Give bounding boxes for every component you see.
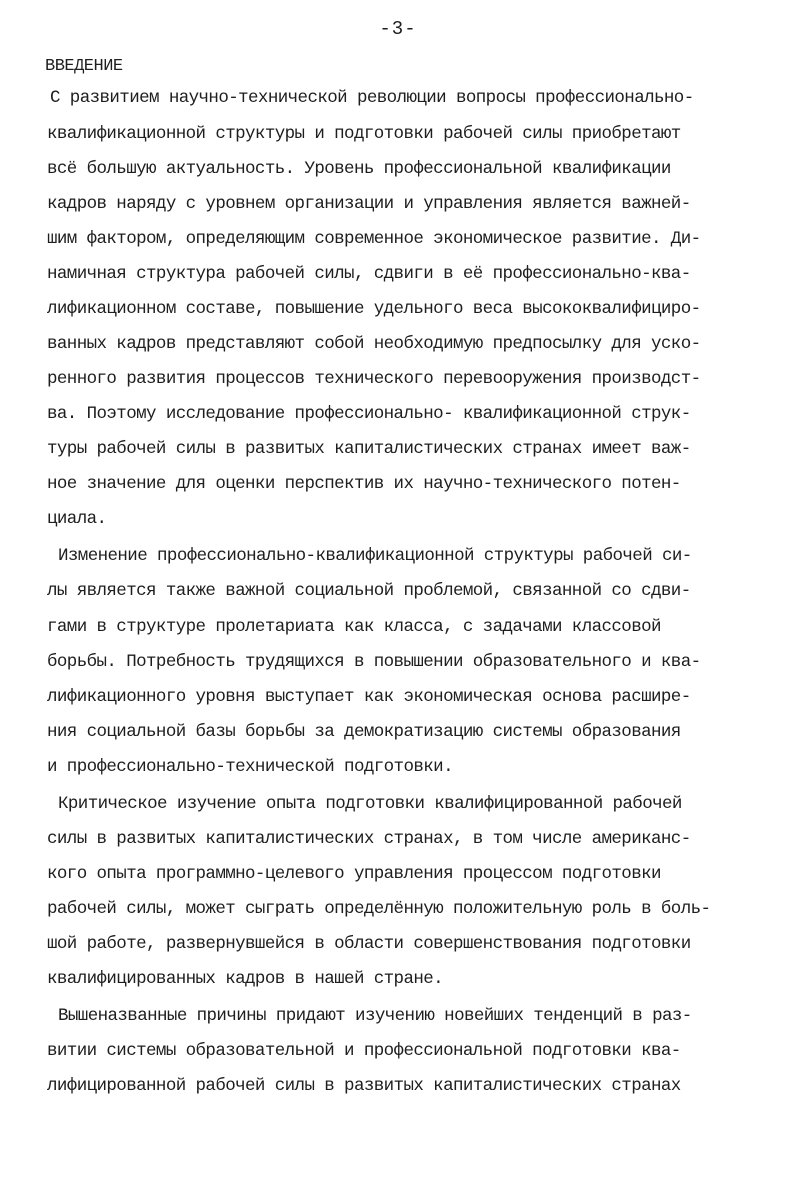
text-line: лы является также важной социальной проблемой, связанной со сдви- (47, 581, 691, 601)
text-line: лифицированной рабочей силы в развитых капиталистических странах (47, 1076, 681, 1096)
text-line: ванных кадров представляют собой необходимую предпосылку для уско- (47, 334, 701, 354)
text-line: туры рабочей силы в развитых капиталистических странах имеет важ- (47, 439, 691, 459)
text-line: Вышеназванные причины придают изучению новейших тенденций в раз- (58, 1006, 692, 1026)
text-line: рабочей силы, может сыграть определённую положительную роль в боль- (47, 899, 711, 919)
text-line: лификационном составе, повышение удельного веса высококвалифициро- (47, 299, 701, 319)
section-heading: ВВЕДЕНИЕ (45, 57, 123, 76)
text-line: ренного развития процессов технического перевооружения производст- (47, 369, 701, 389)
text-line: квалифицированных кадров в нашей стране. (47, 969, 444, 989)
text-line: ва. Поэтому исследование профессионально- квалификационной струк- (47, 404, 691, 424)
text-line: гами в структуре пролетариата как класса, с задачами классовой (47, 617, 661, 637)
text-line: намичная структура рабочей силы, сдвиги в её профессионально-ква- (47, 264, 691, 284)
text-line: шой работе, развернувшейся в области совершенствования подготовки (47, 934, 691, 954)
text-line: кого опыта программно-целевого управления процессом подготовки (47, 864, 661, 884)
text-line: и профессионально-технической подготовки. (47, 757, 453, 777)
text-line: ния социальной базы борьбы за демократизацию системы образования (47, 722, 681, 742)
text-line: Критическое изучение опыта подготовки квалифицированной рабочей (58, 794, 682, 814)
text-line: квалификационной структуры и подготовки рабочей силы приобретают (47, 124, 681, 144)
text-line: кадров наряду с уровнем организации и управления является важней- (47, 194, 691, 214)
text-line: силы в развитых капиталистических странах, в том числе американс- (47, 829, 691, 849)
text-line: витии системы образовательной и профессиональной подготовки ква- (47, 1041, 681, 1061)
text-line: шим фактором, определяющим современное экономическое развитие. Ди- (47, 229, 701, 249)
text-line: циала. (47, 509, 107, 529)
text-line: лификационного уровня выступает как экономическая основа расшире- (47, 687, 691, 707)
text-line: борьбы. Потребность трудящихся в повышении образовательного и ква- (47, 652, 701, 672)
text-line: всё большую актуальность. Уровень профессиональной квалификации (47, 159, 671, 179)
text-line: С развитием научно-технической революции вопросы профессионально- (50, 88, 694, 108)
page-number: -3- (379, 18, 417, 40)
text-line: ное значение для оценки перспектив их научно-технического потен- (47, 474, 681, 494)
text-line: Изменение профессионально-квалификационной структуры рабочей си- (58, 546, 692, 566)
